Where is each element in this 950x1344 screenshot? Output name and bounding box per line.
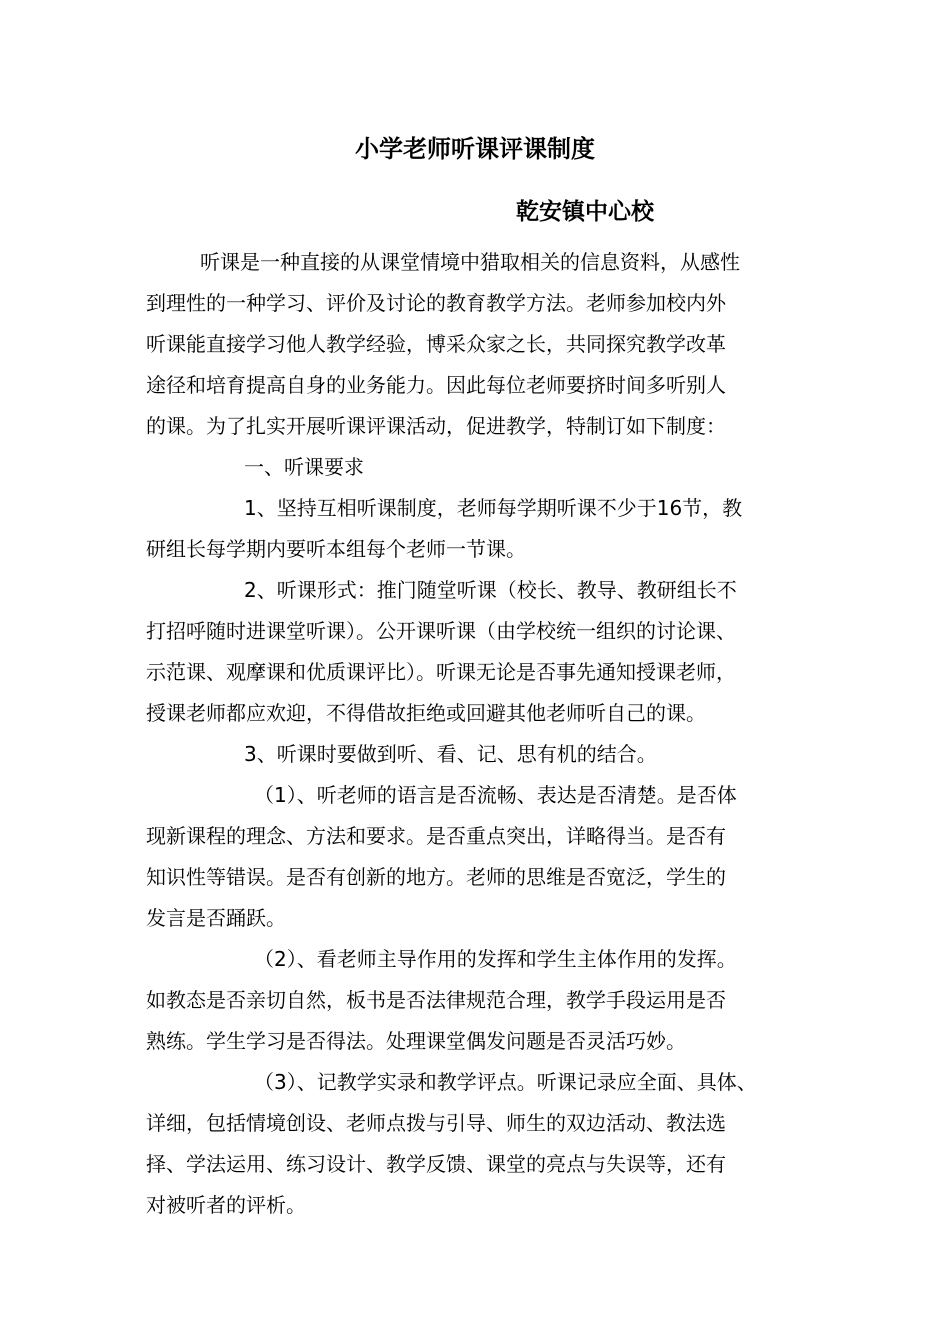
body-line: （1）、听老师的语言是否流畅、表达是否清楚。是否体 xyxy=(254,783,737,807)
body-line: 打招呼随时进课堂听课）。公开课听课（由学校统一组织的讨论课、 xyxy=(146,619,736,643)
body-line: 2、听课形式：推门随堂听课（校长、教导、教研组长不 xyxy=(244,578,737,602)
body-line: 1、坚持互相听课制度，老师每学期听课不少于16节，教 xyxy=(244,496,743,520)
body-line: 听课能直接学习他人教学经验，博采众家之长，共同探究教学改革 xyxy=(146,332,726,356)
body-line: 授课老师都应欢迎，不得借故拒绝或回避其他老师听自己的课。 xyxy=(146,701,706,725)
body-line: 知识性等错误。是否有创新的地方。老师的思维是否宽泛，学生的 xyxy=(146,865,726,889)
body-line: 如教态是否亲切自然，板书是否法律规范合理，教学手段运用是否 xyxy=(146,988,726,1012)
body-line: 择、学法运用、练习设计、教学反馈、课堂的亮点与失误等，还有 xyxy=(146,1152,726,1176)
body-line: （2）、看老师主导作用的发挥和学生主体作用的发挥。 xyxy=(254,947,737,971)
body-line: （3）、记教学实录和教学评点。听课记录应全面、具体、 xyxy=(254,1070,757,1094)
section-heading: 一、听课要求 xyxy=(244,455,364,479)
document-body xyxy=(146,242,806,1226)
body-line: 详细，包括情境创设、老师点拨与引导、师生的双边活动、教法选 xyxy=(146,1111,726,1135)
body-line: 熟练。学生学习是否得法。处理课堂偶发问题是否灵活巧妙。 xyxy=(146,1029,686,1053)
body-line: 的课。为了扎实开展听课评课活动，促进教学，特制订如下制度： xyxy=(146,414,726,438)
body-line: 3、听课时要做到听、看、记、思有机的结合。 xyxy=(244,742,657,766)
school-name: 乾安镇中心校 xyxy=(516,199,654,225)
body-line: 途径和培育提高自身的业务能力。因此每位老师要挤时间多听别人 xyxy=(146,373,726,397)
body-line: 研组长每学期内要听本组每个老师一节课。 xyxy=(146,537,526,561)
body-line: 发言是否踊跃。 xyxy=(146,906,286,930)
body-line: 对被听者的评析。 xyxy=(146,1193,306,1217)
body-line: 现新课程的理念、方法和要求。是否重点突出，详略得当。是否有 xyxy=(146,824,726,848)
body-line: 到理性的一种学习、评价及讨论的教育教学方法。老师参加校内外 xyxy=(146,291,726,315)
body-line: 听课是一种直接的从课堂情境中猎取相关的信息资料，从感性 xyxy=(200,250,740,274)
body-line: 示范课、观摩课和优质课评比）。听课无论是否事先通知授课老师， xyxy=(146,660,736,684)
document-title: 小学老师听课评课制度 xyxy=(355,135,595,163)
